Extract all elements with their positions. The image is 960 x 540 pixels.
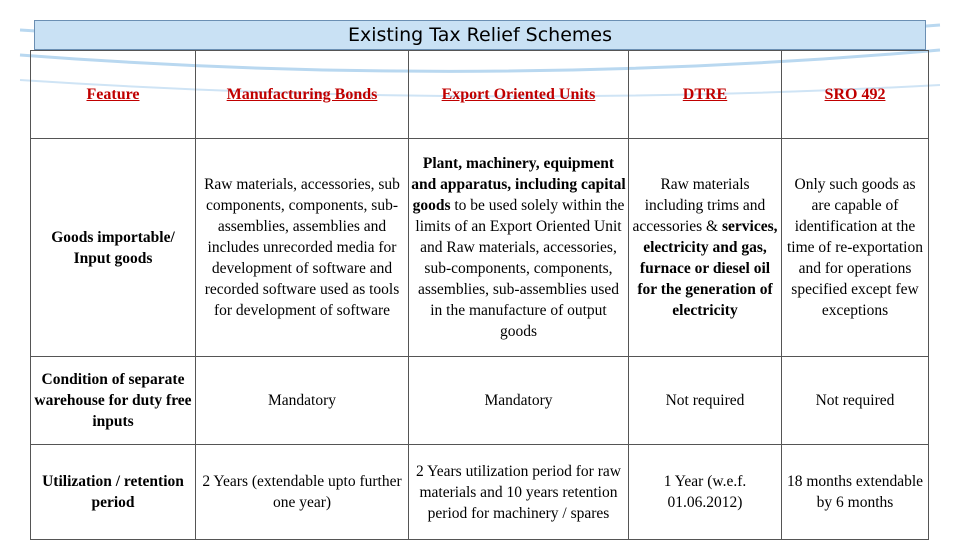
eou-bold-text: Plant, machinery, equipment and apparatus, including capital goods xyxy=(411,155,626,214)
manufacturing-bonds-cell: Raw materials, accessories, sub components, components, sub-assemblies, assemblies and includes unrecorded media for development of software and recorded software used as tools for development of software xyxy=(196,139,409,357)
feature-cell: Goods importable/ Input goods xyxy=(31,139,196,357)
dtre-bold-text: services, electricity and gas, furnace or diesel oil for the generation of electricity xyxy=(637,218,778,319)
eou-normal-text: to be used solely within the limits xyxy=(415,197,625,235)
eou-normal-text-2: of an Export Oriented Unit and Raw materials, accessories, sub-components, components, assemblies, sub-assemblies used in the manufacture of output goods xyxy=(417,218,622,340)
feature-cell: Utilization / retention period xyxy=(31,445,196,540)
sro-492-cell: 18 months extendable by 6 months xyxy=(782,445,929,540)
dtre-cell: 1 Year (w.e.f. 01.06.2012) xyxy=(629,445,782,540)
header-feature: Feature xyxy=(31,51,196,139)
feature-cell: Condition of separate warehouse for duty free inputs xyxy=(31,357,196,445)
eou-cell xyxy=(409,139,629,357)
dtre-cell: Not required xyxy=(629,357,782,445)
header-sro-492: SRO 492 xyxy=(782,51,929,139)
eou-cell: Mandatory xyxy=(409,357,629,445)
sro-492-cell: Only such goods as are capable of identification at the time of re-exportation and for operations specified except few exceptions xyxy=(782,139,929,357)
sro-492-cell: Not required xyxy=(782,357,929,445)
manufacturing-bonds-cell: Mandatory xyxy=(196,357,409,445)
table-row xyxy=(31,445,929,540)
table-header-row xyxy=(31,51,929,139)
table-row xyxy=(31,357,929,445)
tax-relief-table xyxy=(30,50,929,540)
header-manufacturing-bonds: Manufacturing Bonds xyxy=(196,51,409,139)
eou-cell: 2 Years utilization period for raw materials and 10 years retention period for machinery / spares xyxy=(409,445,629,540)
header-dtre: DTRE xyxy=(629,51,782,139)
slide-title: Existing Tax Relief Schemes xyxy=(34,20,926,50)
dtre-normal-text: Raw materials including trims and accessories & xyxy=(632,176,766,235)
manufacturing-bonds-cell: 2 Years (extendable upto further one year) xyxy=(196,445,409,540)
header-export-oriented-units: Export Oriented Units xyxy=(409,51,629,139)
dtre-cell xyxy=(629,139,782,357)
table-row xyxy=(31,139,929,357)
